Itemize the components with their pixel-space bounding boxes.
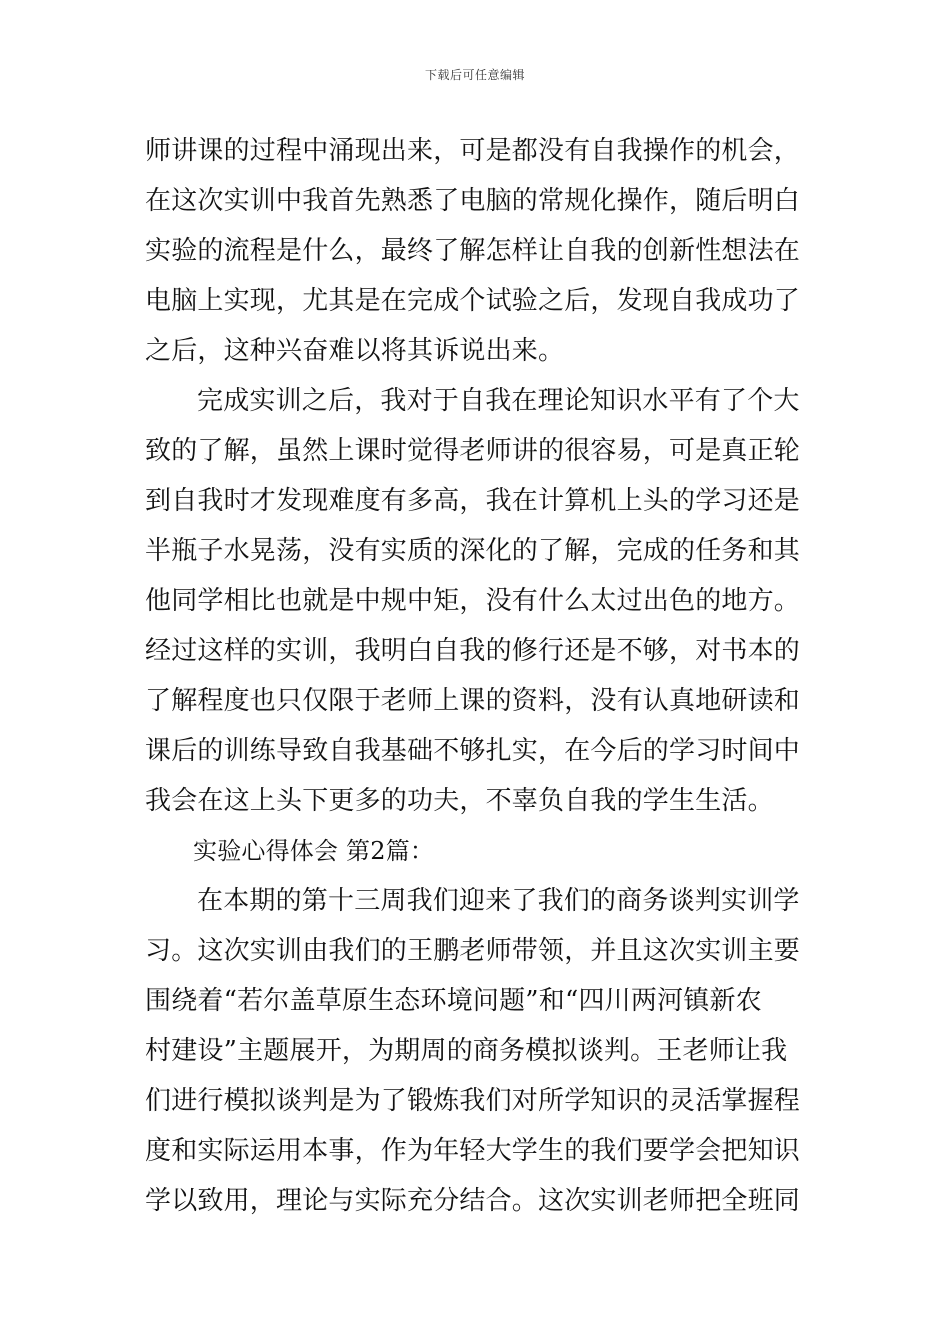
text-line: 致的了解，虽然上课时觉得老师讲的很容易，可是真正轮	[145, 436, 801, 466]
text-line: 围绕着“若尔盖草原生态环境问题”和“四川两河镇新农	[145, 986, 762, 1016]
text-line: 半瓶子水晃荡，没有实质的深化的了解，完成的任务和其	[145, 536, 801, 566]
text-line: 在这次实训中我首先熟悉了电脑的常规化操作，随后明白	[145, 186, 801, 216]
text-line: 到自我时才发现难度有多高，我在计算机上头的学习还是	[145, 486, 801, 516]
text-line: 们进行模拟谈判是为了锻炼我们对所学知识的灵活掌握程	[145, 1086, 801, 1116]
text-line: 师讲课的过程中涌现出来，可是都没有自我操作的机会，	[145, 136, 801, 166]
text-line: 度和实际运用本事，作为年轻大学生的我们要学会把知识	[145, 1136, 801, 1166]
header-note: 下载后可任意编辑	[424, 68, 525, 82]
text-line: 习。这次实训由我们的王鹏老师带领，并且这次实训主要	[145, 936, 801, 966]
section-heading: 实验心得体会 第2篇：	[193, 837, 435, 865]
text-line: 经过这样的实训，我明白自我的修行还是不够，对书本的	[145, 636, 801, 666]
text-line: 之后，这种兴奋难以将其诉说出来。	[145, 336, 565, 366]
text-line: 实验的流程是什么，最终了解怎样让自我的创新性想法在	[145, 236, 801, 266]
text-line: 电脑上实现，尤其是在完成个试验之后，发现自我成功了	[145, 286, 801, 316]
paragraph-start-line: 完成实训之后，我对于自我在理论知识水平有了个大	[197, 386, 800, 416]
body-text	[145, 126, 810, 1226]
text-line: 他同学相比也就是中规中矩，没有什么太过出色的地方。	[145, 586, 801, 616]
text-line: 学以致用，理论与实际充分结合。这次实训老师把全班同	[145, 1186, 801, 1216]
text-line: 课后的训练导致自我基础不够扎实，在今后的学习时间中	[145, 736, 801, 766]
paragraph-start-line: 在本期的第十三周我们迎来了我们的商务谈判实训学	[197, 886, 800, 916]
text-line: 我会在这上头下更多的功夫，不辜负自我的学生生活。	[145, 786, 774, 816]
text-line: 了解程度也只仅限于老师上课的资料，没有认真地研读和	[145, 686, 801, 716]
text-line: 村建设”主题展开，为期周的商务模拟谈判。王老师让我	[145, 1036, 788, 1066]
